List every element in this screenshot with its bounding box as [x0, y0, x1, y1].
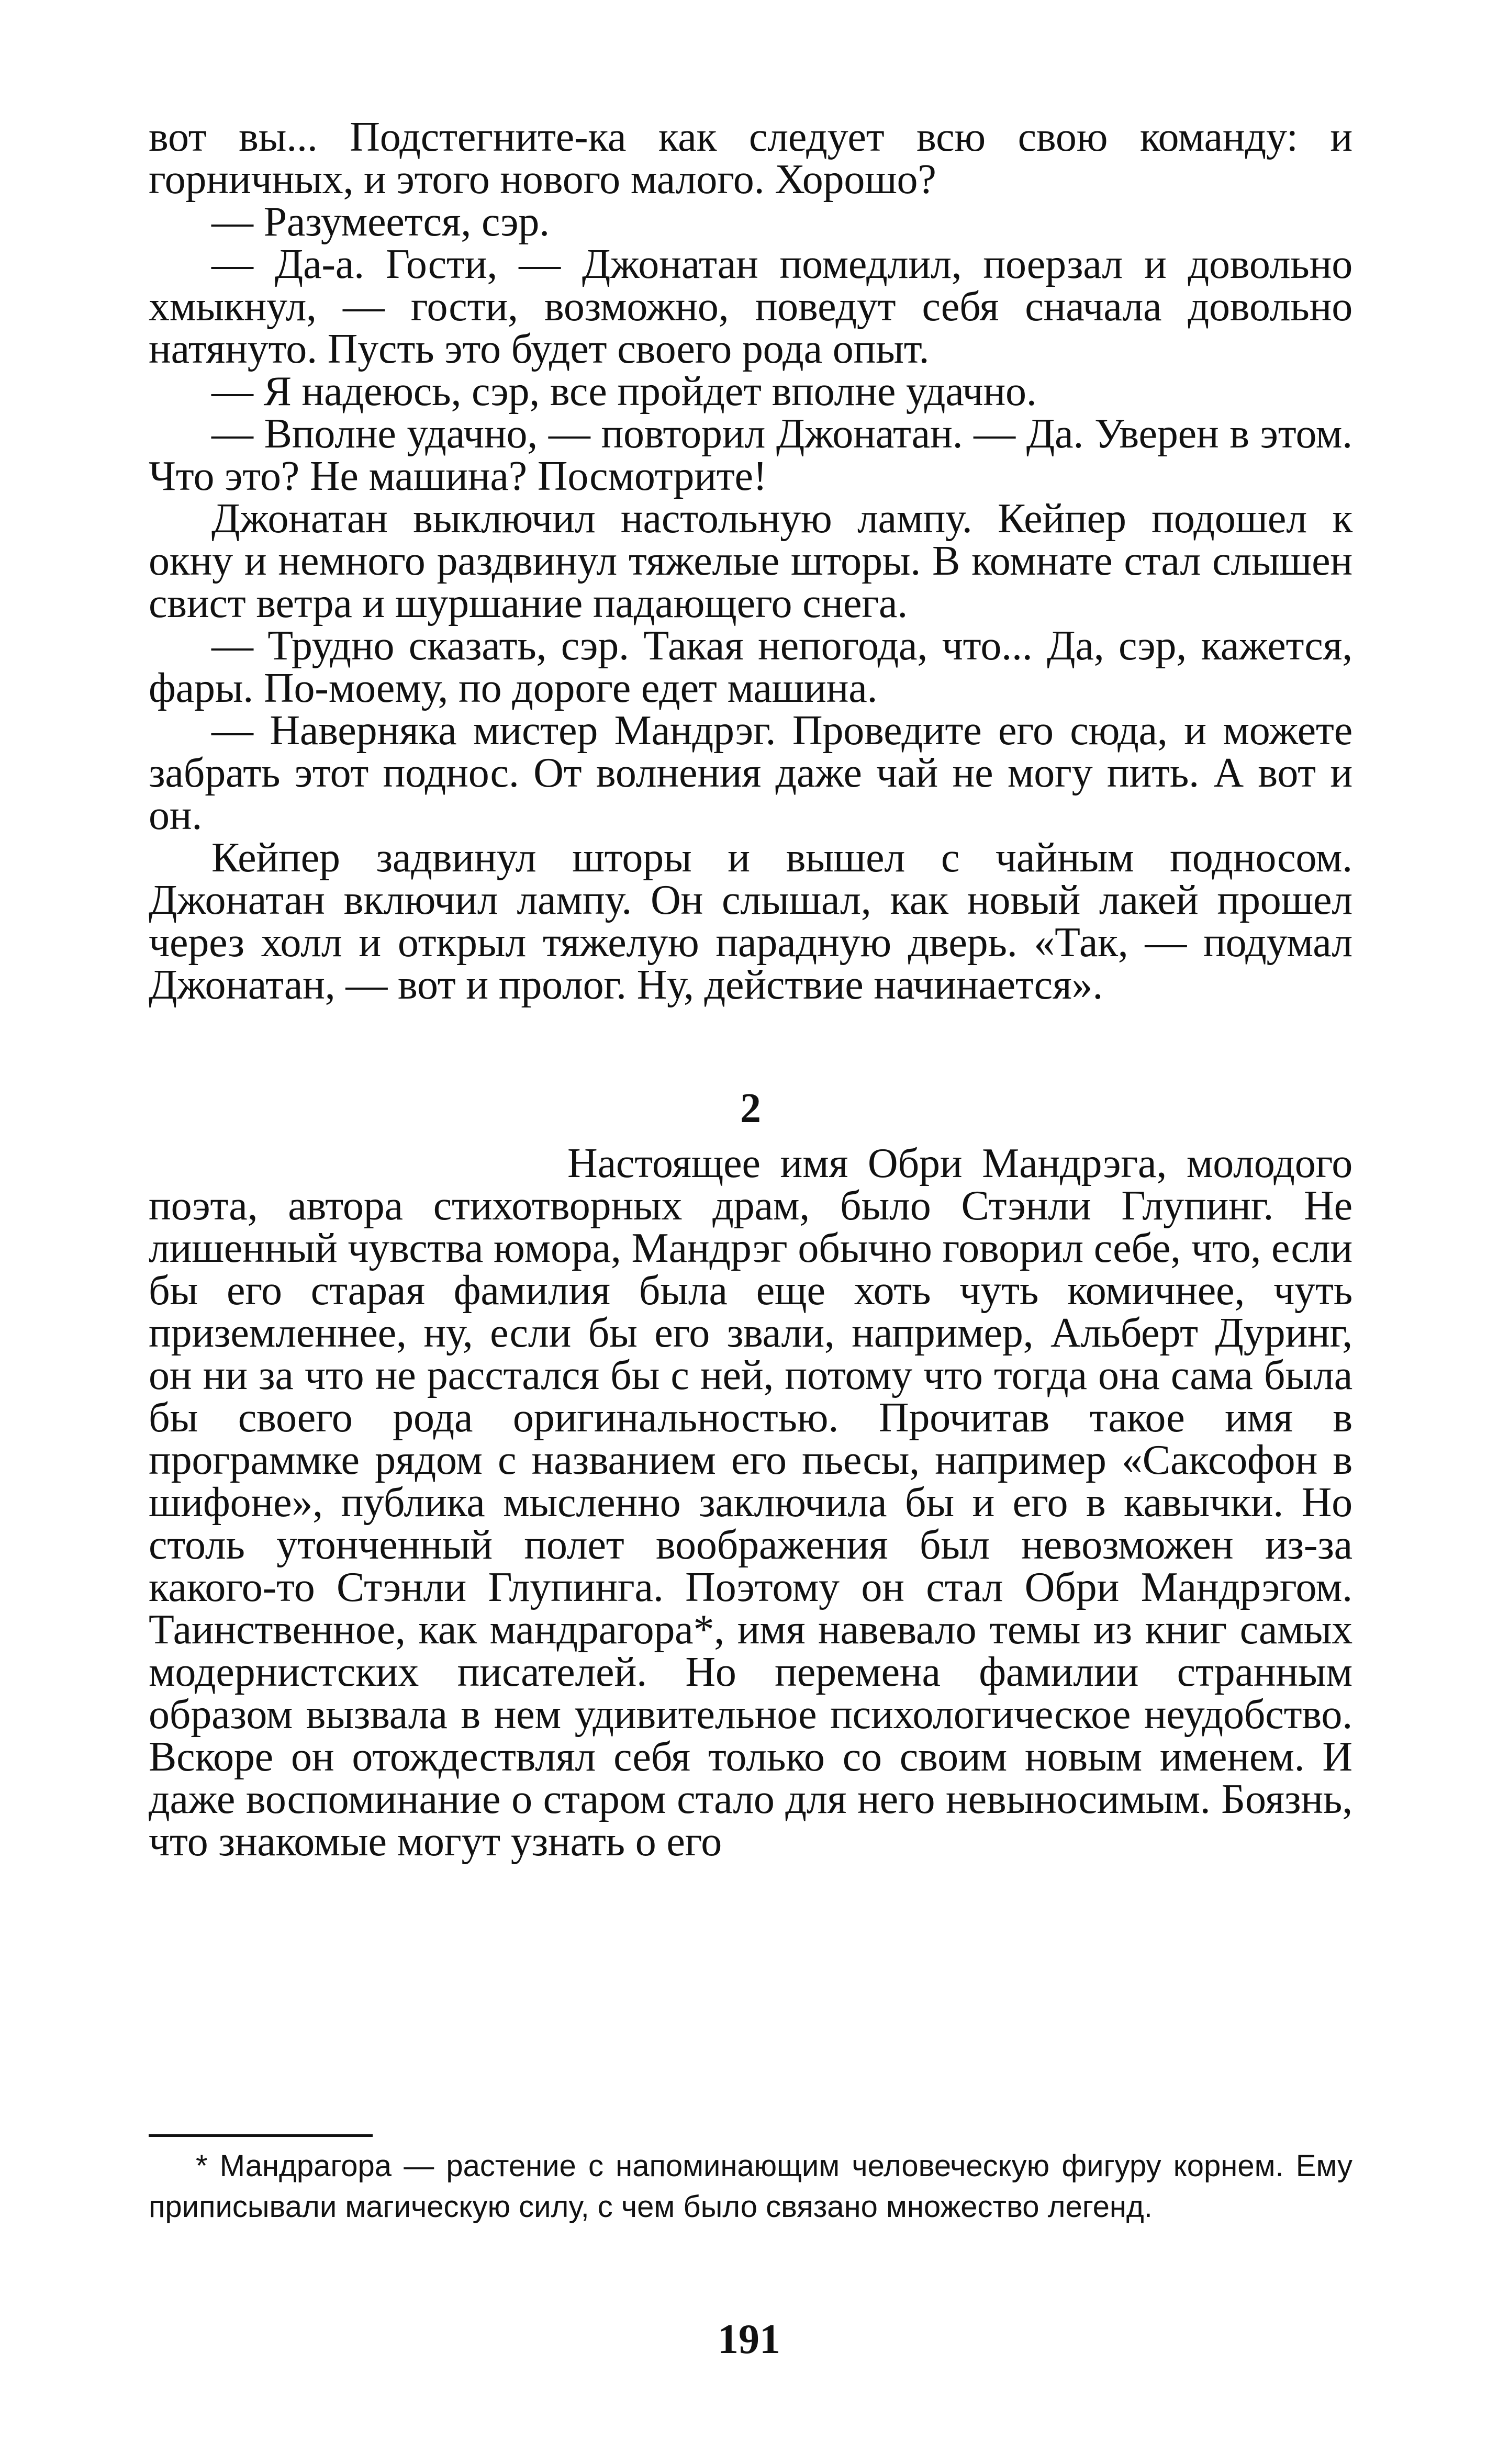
page-body	[149, 116, 1352, 1863]
paragraph: Кейпер задвинул шторы и вышел с чайным подносом. Джонатан включил лампу. Он слышал, как новый лакей прошел через холл и открыл тяжелую парадную дверь. «Так, — подумал Джонатан, — вот и пролог. Ну, действие начинается».	[149, 835, 1352, 1008]
paragraph: — Трудно сказать, сэр. Такая непогода, что... Да, сэр, кажется, фары. По-моему, по дороге едет машина.	[149, 623, 1352, 711]
paragraph: вот вы... Подстегните-ка как следует всю свою команду: и горничных, и этого нового малого. Хорошо?	[149, 114, 1352, 203]
chapter-opening-paragraph: Настоящее имя Обри Мандрэга, молодого поэта, автора стихотворных драм, было Стэнли Глупинг. Не лишенный чувства юмора, Мандрэг обычно говорил себе, что, если бы его старая фамилия была еще хоть чуть комичнее, чуть приземленнее, ну, если бы его звали, например, Альберт Дуринг, он ни за что не расстался бы с ней, потому что тогда она сама была бы своего рода оригинальностью. Прочитав такое имя в программке рядом с названием его пьесы, например «Саксофон в шифоне», публика мысленно заключила бы и его в кавычки. Но столь утонченный полет воображения был невозможен из-за какого-то Стэнли Глупинга. Поэтому он стал Обри Мандрэгом. Таинственное, как мандрагора*, имя навевало темы из книг самых модернистских писателей. Но перемена фамилии странным образом вызвала в нем удивительное психологическое неудобство. Вскоре он отождествлял себя только со своим новым именем. И даже воспоминание о старом стало для него невыносимым. Боязнь, что знакомые могут узнать о его	[149, 1140, 1352, 1865]
page-number: 191	[718, 2316, 780, 2362]
main-text	[149, 116, 1352, 1006]
paragraph: — Вполне удачно, — повторил Джонатан. — Да. Уверен в этом. Что это? Не машина? Посмотрите!	[149, 411, 1352, 499]
footnote-divider	[149, 2134, 373, 2137]
footnote: * Мандрагора — растение с напоминающим человеческую фигуру корнем. Ему приписывали магическую силу, с чем было связано множество легенд.	[149, 2149, 1352, 2224]
paragraph: — Наверняка мистер Мандрэг. Проведите его сюда, и можете забрать этот поднос. От волнения даже чай не могу пить. А вот и он.	[149, 708, 1352, 838]
paragraph: — Я надеюсь, сэр, все пройдет вполне удачно.	[211, 368, 1037, 415]
paragraph: Джонатан выключил настольную лампу. Кейпер подошел к окну и немного раздвинул тяжелые шторы. В комнате стал слышен свист ветра и шуршание падающего снега.	[149, 496, 1352, 626]
chapter-number: 2	[740, 1085, 761, 1132]
paragraph: — Разумеется, сэр.	[211, 199, 550, 245]
paragraph: — Да-а. Гости, — Джонатан помедлил, поерзал и довольно хмыкнул, — гости, возможно, поведут себя сначала довольно натянуто. Пусть это будет своего рода опыт.	[149, 241, 1352, 372]
